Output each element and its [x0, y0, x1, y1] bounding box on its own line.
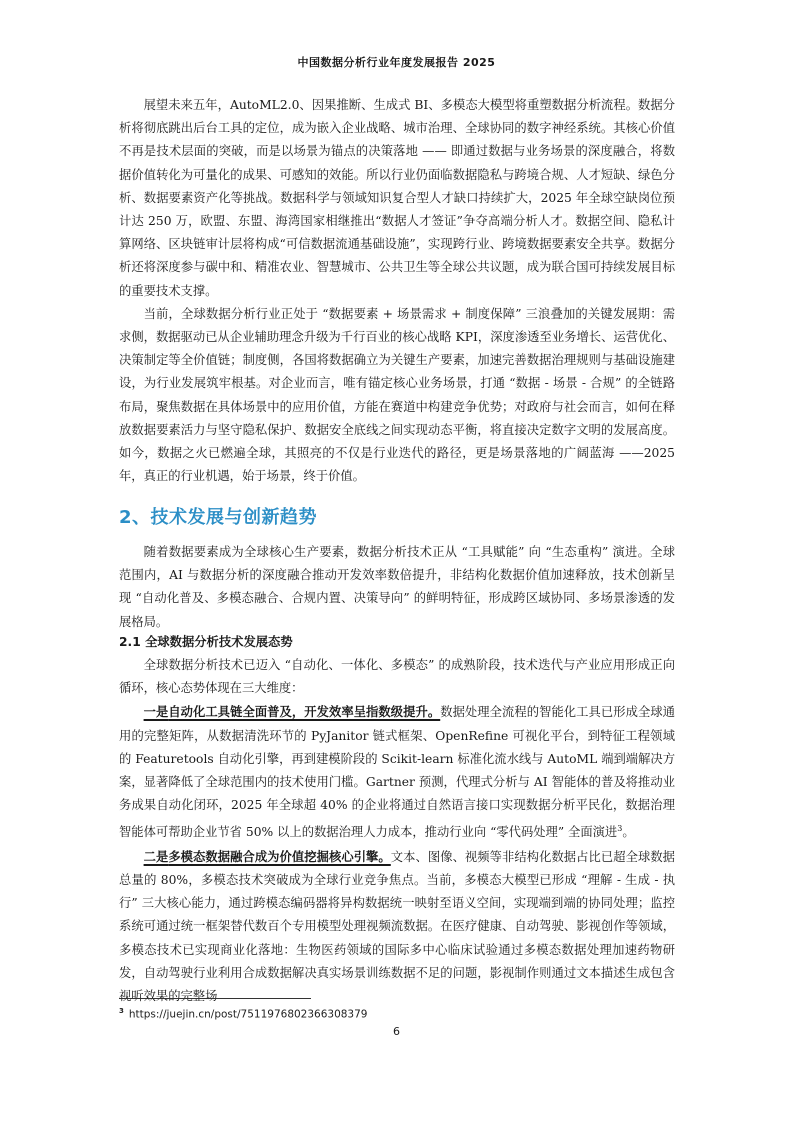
point1-end: 。: [622, 825, 635, 840]
subsection-heading-global-trends: 2.1 全球数据分析技术发展态势: [119, 635, 293, 649]
paragraph-point-multimodal: [119, 845, 675, 1008]
point2-title: 多模态数据融合成为价值挖掘核心引擎。: [168, 848, 391, 864]
section2-intro-block: [119, 541, 675, 634]
point1-lead: [144, 704, 441, 719]
point1-text: 数据处理全流程的智能化工具已形成全球通用的完整矩阵，从数据清洗环节的 PyJanitor 链式框架、OpenRefine 可视化平台，到特征工程领域的 Featuretools 自动化引擎，再到建模阶段的 Scikit-learn 标准化流水线与 AutoML 端到端解决方案，显著降低了全球范围内的技术使用门槛。Gartner 预测，代理式分析与 AI 智能体的普及将推动业务成果自动化闭环，2025 年全球超 40% 的企业将通过自然语言接口实现数据分析平民化，数据治理智能体可帮助企业节省 50% 以上的数据治理人力成本，推动行业向 “零代码处理” 全面演进: [119, 705, 675, 840]
paragraph-outlook: 展望未来五年，AutoML2.0、因果推断、生成式 BI、多模态大模型将重塑数据分析流程。数据分析将彻底跳出后台工具的定位，成为嵌入企业战略、城市治理、全球协同的数字神经系统。其核心价值不再是技术层面的突破，而是以场景为锚点的决策落地 —— 即通过数据与业务场景的深度融合，将数据价值转化为可量化的成果、可感知的效能。所以行业仍面临数据隐私与跨境合规、人才短缺、绿色分析、数据要素资产化等挑战。数据科学与领域知识复合型人才缺口持续扩大，2025 年全球空缺岗位预计达 250 万，欧盟、东盟、海湾国家相继推出“数据人才签证”争夺高端分析人才。数据空间、隐私计算网络、区块链审计层将构成“可信数据流通基础设施”，实现跨行业、跨境数据要素安全共享。数据分析还将深度参与碳中和、精准农业、智慧城市、公共卫生等全球公共议题，成为联合国可持续发展目标的重要技术支撑。: [119, 98, 675, 298]
subsection-body: [119, 654, 675, 1008]
paragraph-point-automation: [119, 700, 675, 844]
paragraph-tech-intro: 随着数据要素成为全球核心生产要素，数据分析技术正从 “工具赋能” 向 “生态重构” 演进。全球范围内，AI 与数据分析的深度融合推动开发效率数倍提升，非结构化数据价值加速释放，技术创新呈现 “自动化普及、多模态融合、合规内置、决策导向” 的鲜明特征，形成跨区域协同、多场景渗透的发展格局。: [119, 545, 675, 629]
footnote-mark: 3: [119, 1007, 124, 1015]
footnote-divider: [119, 998, 311, 999]
point1-ordinal: 一是: [143, 704, 169, 720]
section1-body: [119, 94, 675, 488]
point2-lead: [144, 849, 391, 864]
section-heading-tech-trends: 2、技术发展与创新趋势: [119, 507, 318, 528]
point1-title: 自动化工具链全面普及，开发效率呈指数级提升。: [168, 704, 441, 720]
footnote: [119, 1007, 367, 1021]
running-header: 中国数据分析行业年度发展报告 2025: [297, 56, 496, 69]
paragraph-current-stage: 当前，全球数据分析行业正处于 “数据要素 + 场景需求 + 制度保障” 三浪叠加的关键发展期：需求侧，数据驱动已从企业辅助理念升级为千行百业的核心战略 KPI，深度渗透至业务增长、运营优化、决策制定等全价值链；制度侧，各国将数据确立为关键生产要素，加速完善数据治理规则与基础设施建设，为行业发展筑牢根基。对企业而言，唯有锚定核心业务场景，打通 “数据 - 场景 - 合规” 的全链路布局，聚焦数据在具体场景中的应用价值，方能在赛道中构建竞争优势；对政府与社会而言，如何在释放数据要素活力与坚守隐私保护、数据安全底线之间实现动态平衡，将直接决定数字文明的发展高度。如今，数据之火已燃遍全球，其照亮的不仅是行业迭代的路径，更是场景落地的广阔蓝海 ——2025 年，真正的行业机遇，始于场景，终于价值。: [119, 306, 675, 484]
paragraph-subsection-intro: 全球数据分析技术已迈入 “自动化、一体化、多模态” 的成熟阶段，技术迭代与产业应用形成正向循环，核心态势体现在三大维度：: [119, 658, 675, 696]
point2-text: 文本、图像、视频等非结构化数据占比已超全球数据总量的 80%，多模态技术突破成为全球行业竞争焦点。当前，多模态大模型已形成 “理解 - 生成 - 执行” 三大核心能力，通过跨模态编码器将异构数据统一映射至语义空间，实现端到端的协同处理；监控系统可通过统一框架替代数百个专用模型处理视频流数据。在医疗健康、自动驾驶、影视创作等领域，多模态技术已实现商业化落地：生物医药领域的国际多中心临床试验通过多模态数据处理加速药物研发，自动驾驶行业利用合成数据解决真实场景训练数据不足的问题，影视制作则通过文本描述生成包含视听效果的完整场: [119, 849, 675, 1003]
point2-ordinal: 二是: [143, 848, 169, 864]
page-number: 6: [393, 1025, 400, 1038]
footnote-link[interactable]: https://juejin.cn/post/7511976802366308379: [128, 1008, 368, 1021]
footnote-ref[interactable]: 3: [617, 824, 623, 834]
